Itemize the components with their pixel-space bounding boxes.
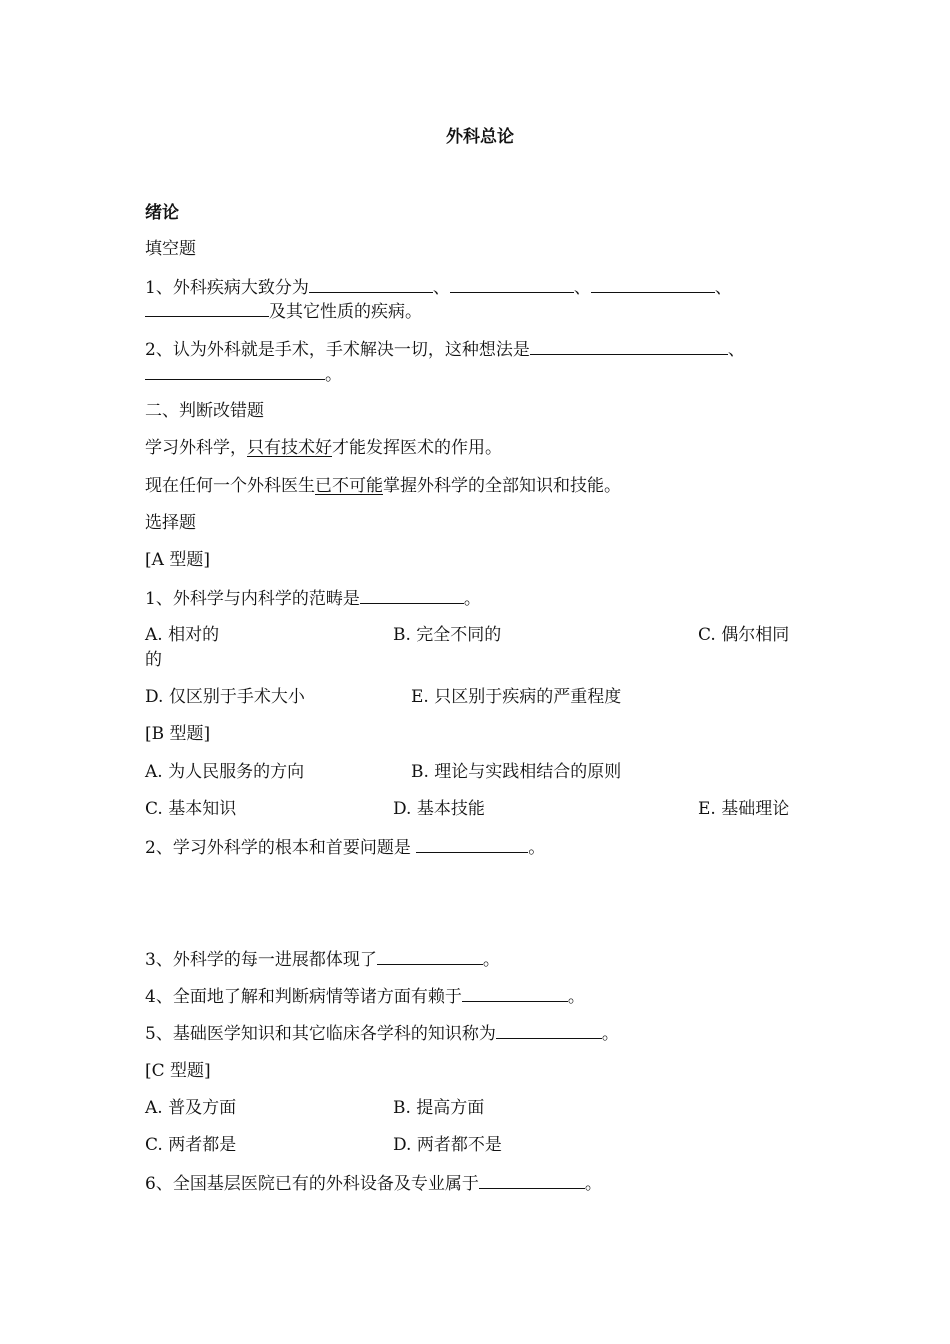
answer-blank[interactable] <box>145 363 325 380</box>
option-e[interactable]: E. 只区别于疾病的严重程度 <box>411 687 622 707</box>
answer-blank[interactable] <box>416 836 528 853</box>
question-text: 2、学习外科学的根本和首要问题是 <box>145 838 417 858</box>
judge-text: 学习外科学， <box>145 438 247 458</box>
period: 。 <box>528 838 546 858</box>
answer-blank[interactable] <box>591 276 715 293</box>
option-d[interactable]: D. 仅区别于手术大小 <box>145 687 305 707</box>
option-b[interactable]: B. 完全不同的 <box>393 625 502 645</box>
answer-blank[interactable] <box>145 300 269 317</box>
answer-blank[interactable] <box>360 587 464 604</box>
option-d[interactable]: D. 基本技能 <box>393 799 485 819</box>
a-question-1 <box>145 587 481 610</box>
page-title: 外科总论 <box>446 127 514 147</box>
b-question-5 <box>145 1022 619 1045</box>
option-c[interactable]: C. 偶尔相同 <box>698 625 790 645</box>
option-c[interactable]: C. 基本知识 <box>145 799 237 819</box>
answer-blank[interactable] <box>450 276 574 293</box>
answer-blank[interactable] <box>496 1022 602 1039</box>
option-a[interactable]: A. 相对的 <box>145 625 220 645</box>
question-text: 5、基础医学知识和其它临床各学科的知识称为 <box>145 1024 496 1044</box>
c-type-heading: [C 型题] <box>145 1061 211 1081</box>
option-b[interactable]: B. 提高方面 <box>393 1098 485 1118</box>
question-text: 4、全面地了解和判断病情等诸方面有赖于 <box>145 987 462 1007</box>
a-type-heading: [A 型题] <box>145 550 210 570</box>
b-question-2 <box>145 836 545 859</box>
answer-blank[interactable] <box>530 338 728 355</box>
answer-blank[interactable] <box>377 948 483 965</box>
fill-heading: 填空题 <box>145 239 196 259</box>
judge-item-2 <box>145 475 621 497</box>
period: 。 <box>601 1024 619 1044</box>
separator: 、 <box>573 278 591 298</box>
separator: 、 <box>432 278 450 298</box>
underlined-phrase: 已不可能 <box>315 476 383 496</box>
answer-blank[interactable] <box>309 276 433 293</box>
b-question-3 <box>145 948 500 971</box>
period: 。 <box>325 365 342 385</box>
answer-blank[interactable] <box>479 1172 585 1189</box>
period: 。 <box>584 1174 602 1194</box>
option-d[interactable]: D. 两者都不是 <box>393 1135 502 1155</box>
question-2-line-1 <box>145 338 745 361</box>
option-b[interactable]: B. 理论与实践相结合的原则 <box>411 762 622 782</box>
period: 。 <box>482 950 500 970</box>
judge-text: 才能发挥医术的作用。 <box>332 438 502 458</box>
question-1-line-1 <box>145 276 732 299</box>
question-1-line-2 <box>145 300 422 323</box>
judge-item-1 <box>145 437 502 459</box>
answer-blank[interactable] <box>462 985 568 1002</box>
question-text: 2、认为外科就是手术，手术解决一切，这种想法是 <box>145 340 530 360</box>
question-text: 1、外科学与内科学的范畴是 <box>145 589 360 609</box>
option-a[interactable]: A. 为人民服务的方向 <box>145 762 305 782</box>
question-text: 6、全国基层医院已有的外科设备及专业属于 <box>145 1174 479 1194</box>
separator: 、 <box>727 340 745 360</box>
section-heading: 绪论 <box>145 203 179 223</box>
choice-heading: 选择题 <box>145 513 196 533</box>
question-2-line-2 <box>145 363 342 386</box>
option-e[interactable]: E. 基础理论 <box>698 799 790 819</box>
period: 。 <box>567 987 585 1007</box>
c-question-6 <box>145 1172 602 1195</box>
question-text: 及其它性质的疾病。 <box>269 302 422 322</box>
judge-text: 现在任何一个外科医生 <box>145 476 315 496</box>
question-text: 3、外科学的每一进展都体现了 <box>145 950 377 970</box>
b-type-heading: [B 型题] <box>145 724 211 744</box>
option-a[interactable]: A. 普及方面 <box>145 1098 237 1118</box>
b-question-4 <box>145 985 585 1008</box>
period: 。 <box>463 589 481 609</box>
option-c-wrap: 的 <box>145 650 162 670</box>
option-c[interactable]: C. 两者都是 <box>145 1135 237 1155</box>
judge-text: 掌握外科学的全部知识和技能。 <box>383 476 621 496</box>
underlined-phrase: 只有技术好 <box>247 438 332 458</box>
question-text: 1、外科疾病大致分为 <box>145 278 309 298</box>
separator: 、 <box>714 278 732 298</box>
judge-heading: 二、判断改错题 <box>145 401 264 421</box>
